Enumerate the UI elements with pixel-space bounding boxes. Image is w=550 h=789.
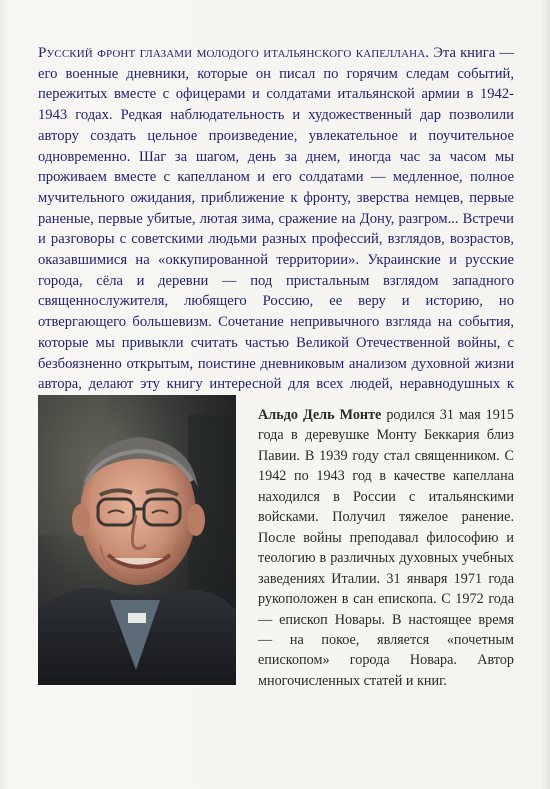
author-biography (258, 405, 514, 691)
biography-text: родился 31 мая 1915 года в деревушке Монту Беккария близ Павии. В 1939 году стал священником. С 1942 по 1943 год в качестве капеллана находился в России с итальянскими войсками. Получил тяжелое ранение. После войны преподавал философию и теологию в различных духовных учебных заведениях Италии. 31 января 1971 года рукоположен в сан епископа. С 1972 года — епископ Новары. В настоящее время — на покое, является «почетным епископом» города Новара. Автор многочисленных статей и книг. (258, 407, 514, 689)
author-name: Альдо Дель Монте (258, 407, 382, 423)
description-text: Эта книга — его военные дневники, которые он писал по горячим следам событий, пережитых вместе с офицерами и солдатами итальянской армии в 1942-1943 годах. Редкая наблюдательность и художественный дар позволили автору создать цельное произведение, увлекательное и поучительное одновременно. Шаг за шагом, день за днем, иногда час за часом мы проживаем вместе с капелланом и его солдатами — медленное, полное мучительного ожидания, приближение к фронту, зверства немцев, первые раненые, первые убитые, лютая зима, сражение на Дону, разгром... Встречи и разговоры с советскими людьми разных профессий, взглядов, возрастов, оказавшимися на «оккупированной территории». Украинские и русские города, сёла и деревни — под пристальным взглядом западного священнослужителя, любящего Россию, ее веру и историю, но отвергающего большевизм. Сочетание непривычного взгляда на события, которые мы привыкли считать частью Великой Отечественной войны, с безбоязненно открытым, поистине дневниковым анализом духовной жизни автора, делают эту книгу интересной для всех людей, неравнодушных к (38, 45, 514, 393)
author-portrait-image (38, 395, 236, 685)
book-description (38, 43, 514, 416)
description-lead: Русский фронт глазами молодого итальянского капеллана. (38, 44, 430, 61)
author-photo (38, 395, 236, 685)
